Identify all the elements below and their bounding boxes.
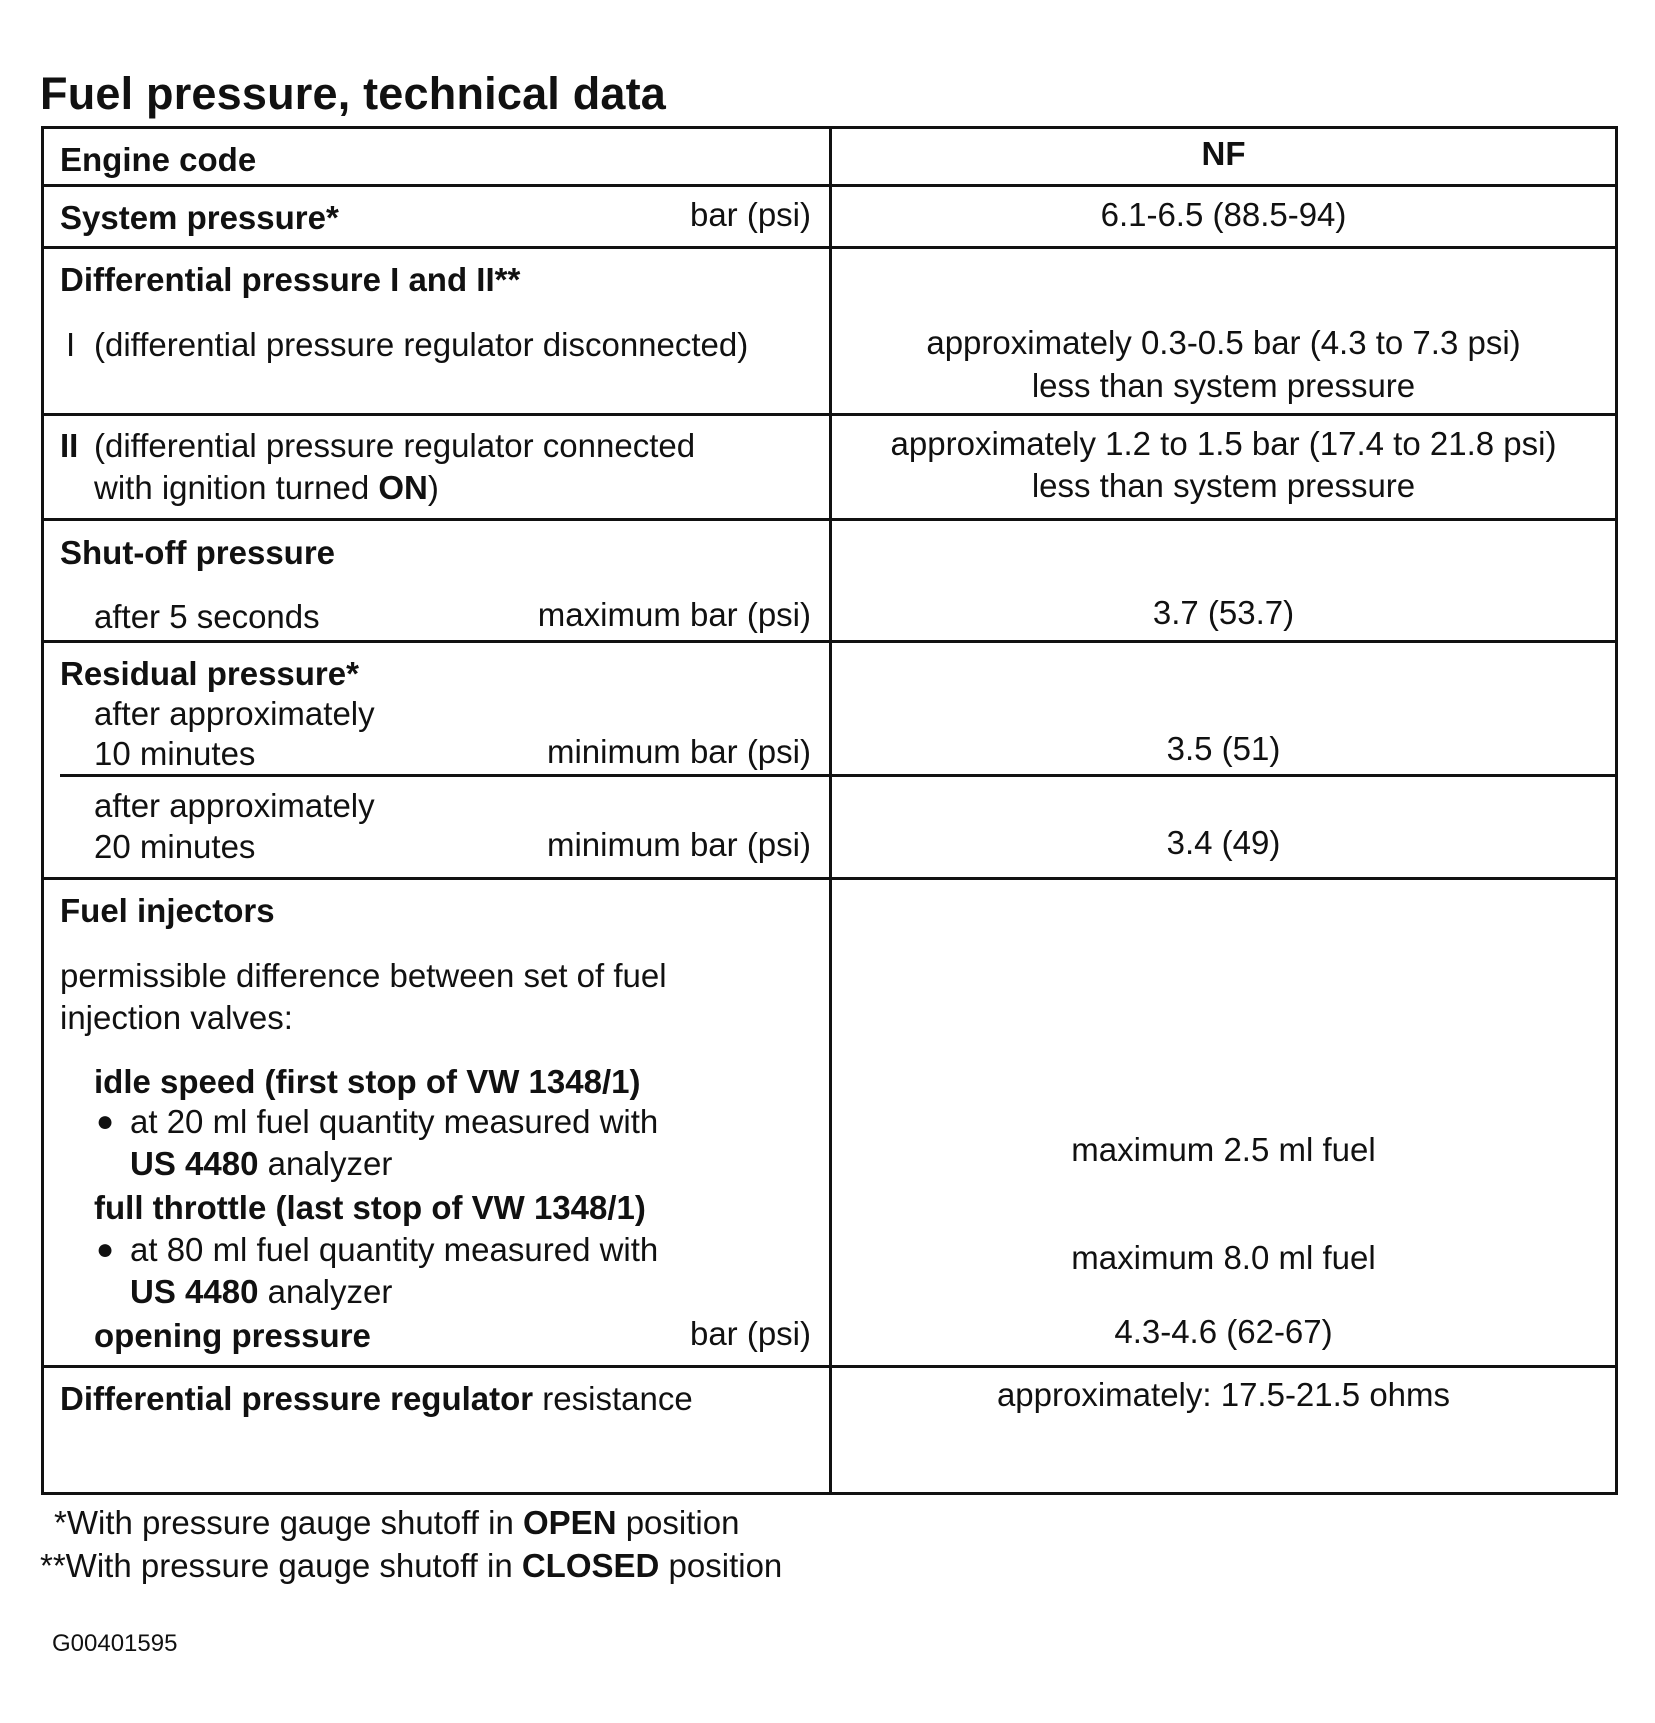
residual-20min-value: 3.4 (49): [1166, 824, 1281, 861]
residual-pressure-20min-row: [44, 777, 1615, 877]
system-pressure-value: 6.1-6.5 (88.5-94): [1100, 196, 1347, 233]
residual-10min-unit: minimum bar (psi): [546, 733, 811, 770]
ignition-on-text: ON: [378, 469, 428, 506]
footnote-two: [40, 1545, 782, 1587]
full-bullet-icon: ●: [96, 1233, 115, 1266]
engine-code-value: NF: [1201, 135, 1246, 172]
opening-pressure-unit: bar (psi): [689, 1315, 811, 1352]
full-throttle-heading: full throttle (last stop of VW 1348/1): [94, 1189, 646, 1226]
idle-line1: at 20 ml fuel quantity measured with: [130, 1103, 659, 1140]
fuel-injectors-desc-line2: injection valves:: [60, 999, 293, 1036]
footnote-one: [54, 1502, 739, 1544]
idle-bullet-icon: ●: [96, 1105, 115, 1138]
differential-ii-value-line2: less than system pressure: [1031, 467, 1416, 504]
full-line1: at 80 ml fuel quantity measured with: [130, 1231, 659, 1268]
idle-speed-heading: idle speed (first stop of VW 1348/1): [94, 1063, 641, 1100]
shutoff-pressure-sub: after 5 seconds: [94, 598, 320, 635]
full-throttle-value: maximum 8.0 ml fuel: [1071, 1239, 1376, 1276]
residual-20min-unit: minimum bar (psi): [546, 826, 811, 863]
fuel-pressure-table: [41, 126, 1618, 1495]
differential-ii-text-line2-post: ): [427, 469, 439, 506]
differential-ii-value-line1: approximately 1.2 to 1.5 bar (17.4 to 21.8 psi): [890, 425, 1557, 462]
engine-code-label: Engine code: [60, 141, 257, 178]
differential-pressure-ii-row: [44, 413, 1615, 518]
regulator-resistance-label-rest: resistance: [533, 1380, 693, 1417]
differential-pressure-label: Differential pressure I and II**: [60, 261, 521, 298]
differential-ii-roman: II: [60, 427, 79, 464]
system-pressure-row: [44, 184, 1615, 246]
engine-code-label-cell: [44, 129, 829, 184]
residual-20min-line2: 20 minutes: [94, 828, 256, 865]
residual-pressure-10min-row: [44, 640, 1615, 774]
footnote-two-pre: **With pressure gauge shutoff in: [40, 1547, 522, 1584]
idle-analyzer-text: analyzer: [258, 1145, 393, 1182]
full-analyzer-code: US 4480: [130, 1273, 259, 1310]
idle-line2: [130, 1142, 392, 1186]
differential-i-text: (differential pressure regulator disconnected): [94, 326, 749, 363]
residual-10min-value: 3.5 (51): [1166, 730, 1281, 767]
differential-ii-text-line2: [94, 466, 439, 510]
residual-pressure-label: Residual pressure*: [60, 655, 359, 692]
regulator-resistance-value: approximately: 17.5-21.5 ohms: [996, 1376, 1451, 1413]
differential-i-value-line2: less than system pressure: [1031, 367, 1416, 404]
footnote-closed: CLOSED: [521, 1547, 660, 1584]
engine-code-value-cell: [829, 129, 1615, 184]
footnote-open: OPEN: [523, 1504, 617, 1541]
regulator-resistance-label: [60, 1377, 693, 1421]
differential-i-roman: I: [66, 326, 76, 363]
differential-ii-text-line2-pre: with ignition turned: [94, 469, 379, 506]
engine-code-row: [44, 129, 1615, 184]
system-pressure-label: System pressure*: [60, 199, 339, 236]
fuel-injectors-label: Fuel injectors: [60, 892, 275, 929]
differential-i-value-line1: approximately 0.3-0.5 bar (4.3 to 7.3 psi): [926, 324, 1521, 361]
full-analyzer-text: analyzer: [258, 1273, 393, 1310]
idle-value: maximum 2.5 ml fuel: [1071, 1131, 1376, 1168]
figure-code: G00401595: [52, 1630, 178, 1657]
page-title: Fuel pressure, technical data: [40, 68, 667, 119]
full-line2: [130, 1270, 392, 1314]
regulator-resistance-label-bold: Differential pressure regulator: [60, 1380, 534, 1417]
shutoff-pressure-unit: maximum bar (psi): [537, 596, 811, 633]
system-pressure-unit: bar (psi): [689, 196, 811, 233]
differential-ii-text-line1: (differential pressure regulator connected: [94, 427, 696, 464]
footnote-one-pre: *With pressure gauge shutoff in: [54, 1504, 523, 1541]
fuel-injectors-desc-line1: permissible difference between set of fuel: [60, 957, 667, 994]
opening-pressure-value: 4.3-4.6 (62-67): [1114, 1313, 1333, 1350]
shutoff-pressure-row: [44, 518, 1615, 640]
residual-10min-line2: 10 minutes: [94, 735, 256, 772]
shutoff-pressure-value: 3.7 (53.7): [1152, 594, 1295, 631]
regulator-resistance-row: [44, 1365, 1615, 1492]
opening-pressure-label: opening pressure: [94, 1317, 371, 1354]
shutoff-pressure-label: Shut-off pressure: [60, 534, 336, 571]
differential-pressure-i-row: [44, 246, 1615, 413]
residual-10min-line1: after approximately: [94, 695, 375, 732]
fuel-injectors-row: [44, 877, 1615, 1365]
residual-20min-line1: after approximately: [94, 787, 375, 824]
idle-analyzer-code: US 4480: [130, 1145, 259, 1182]
footnote-two-post: position: [659, 1547, 783, 1584]
footnote-one-post: position: [616, 1504, 740, 1541]
